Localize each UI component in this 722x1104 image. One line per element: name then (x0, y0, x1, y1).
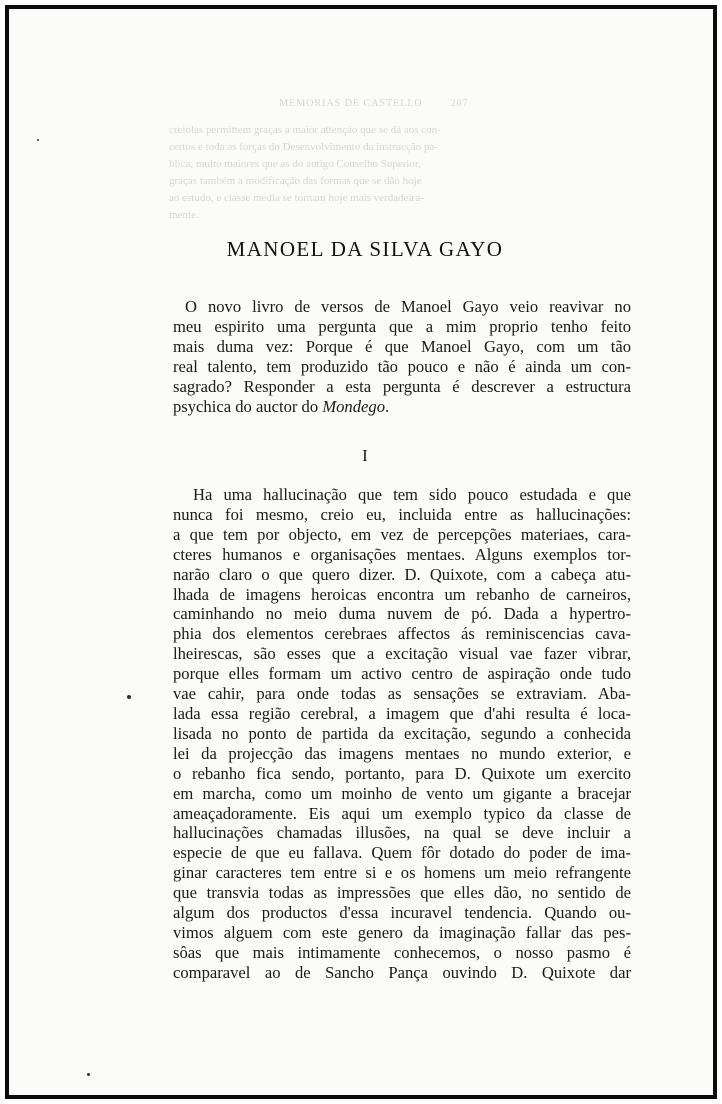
show-through-line: certos e toda as forças do Desenvolvimento da instrucção pa- (169, 141, 439, 153)
intro-last-prefix: psychica do auctor do (173, 396, 319, 416)
text-line: nunca foi mesmo, creio eu, incluida entre as hallucinações: (173, 504, 631, 524)
text-line: vae cahir, para onde todas as sensações se extraviam. Aba- (173, 684, 631, 704)
text-line-last (173, 397, 631, 417)
text-line: que transvia todas as impressões que elles dão, no sentido de (173, 883, 631, 903)
text-line: O novo livro de versos de Manoel Gayo veio reavivar no (185, 297, 631, 316)
book-title-mondego: Mondego (322, 396, 385, 416)
text-line: lhada de imagens heroicas encontra um rebanho de carneiros, (173, 584, 631, 604)
text-line: sôas que mais intimamente conhecemos, o nosso pasmo é (173, 942, 631, 962)
text-line: phia dos elementos cerebraes affectos ás reminiscencias cava- (173, 624, 631, 644)
text-line: mais duma vez: Porque é que Manoel Gayo, com um tão (173, 336, 631, 356)
paper-speck (87, 1073, 90, 1076)
text-line: comparavel ao de Sancho Pança ouvindo D. Quixote dar (173, 962, 631, 982)
paper-speck (37, 139, 39, 141)
text-line: porque elles formam um activo centro de aspiração onde tudo (173, 664, 631, 684)
section-number: I (362, 446, 368, 465)
page-frame (5, 5, 717, 1099)
text-line: ginar caracteres tem entre si e os homens um meio refrangente (173, 863, 631, 883)
show-through-text (169, 95, 579, 224)
article-title: MANOEL DA SILVA GAYO (226, 237, 504, 261)
intro-paragraph (173, 297, 631, 416)
text-line: especie de que eu fallava. Quem fôr dotado do poder de ima- (173, 843, 631, 863)
text-line: lisada no ponto de partida da excitação, segundo a conhecida (173, 723, 631, 743)
show-through-page-number: 207 (450, 98, 469, 109)
show-through-line: ao estudo, e classe media se tornam hoje mais verdadeira- (169, 192, 424, 204)
text-line: real talento, tem produzido tão pouco e não é ainda um con- (173, 356, 631, 376)
text-line: algum dos productos d'essa incuravel tendencia. Quando ou- (173, 903, 631, 923)
text-line: hallucinações chamadas illusões, na qual se deve incluir a (173, 823, 631, 843)
text-line: vimos alguem com este genero da imaginação fallar das pes- (173, 922, 631, 942)
text-line: cteres humanos e organisações mentaes. Alguns exemplos tor- (173, 544, 631, 564)
text-line: Ha uma hallucinação que tem sido pouco estudada e que (193, 485, 631, 504)
show-through-line: creiolas permittem graças a maior attenção que se dá aos con- (169, 124, 441, 136)
text-line: ameaçadoramente. Eis aqui um exemplo typico da classe de (173, 803, 631, 823)
text-line: a que tem por objecto, em vez de percepções materiaes, cara- (173, 524, 631, 544)
intro-last-suffix: . (385, 396, 390, 416)
text-line: lheirescas, são esses que a excitação visual vae fazer vibrar, (173, 644, 631, 664)
text-line: sagrado? Responder a esta pergunta é descrever a estructura (173, 376, 631, 396)
show-through-line: graças também a modificação das formas que se dão hoje (169, 175, 422, 187)
show-through-header-text: MEMORIAS DE CASTELLO (279, 98, 423, 109)
text-line: lei da projecção das imagens mentaes no mundo exterior, e (173, 743, 631, 763)
show-through-line: mente. (169, 209, 199, 221)
text-line: caminhando no meio duma nuvem de pó. Dada a hypertro- (173, 604, 631, 624)
text-line: meu espirito uma pergunta que a mim proprio tenho feito (173, 316, 631, 336)
text-line: lada essa região cerebral, a imagem que d'ahi resulta é loca- (173, 703, 631, 723)
text-line: em marcha, como um moinho de vento um gigante a bracejar (173, 783, 631, 803)
text-line: narão claro o que quero dizer. D. Quixote, com a cabeça atu- (173, 564, 631, 584)
show-through-line: blica, muito maiores que as do antigo Conselho Superior, (169, 158, 421, 170)
paper-speck (127, 695, 131, 699)
text-line: o rebanho fica sendo, portanto, para D. Quixote um exercito (173, 763, 631, 783)
show-through-header (169, 95, 579, 112)
section-one-paragraph (173, 485, 631, 983)
